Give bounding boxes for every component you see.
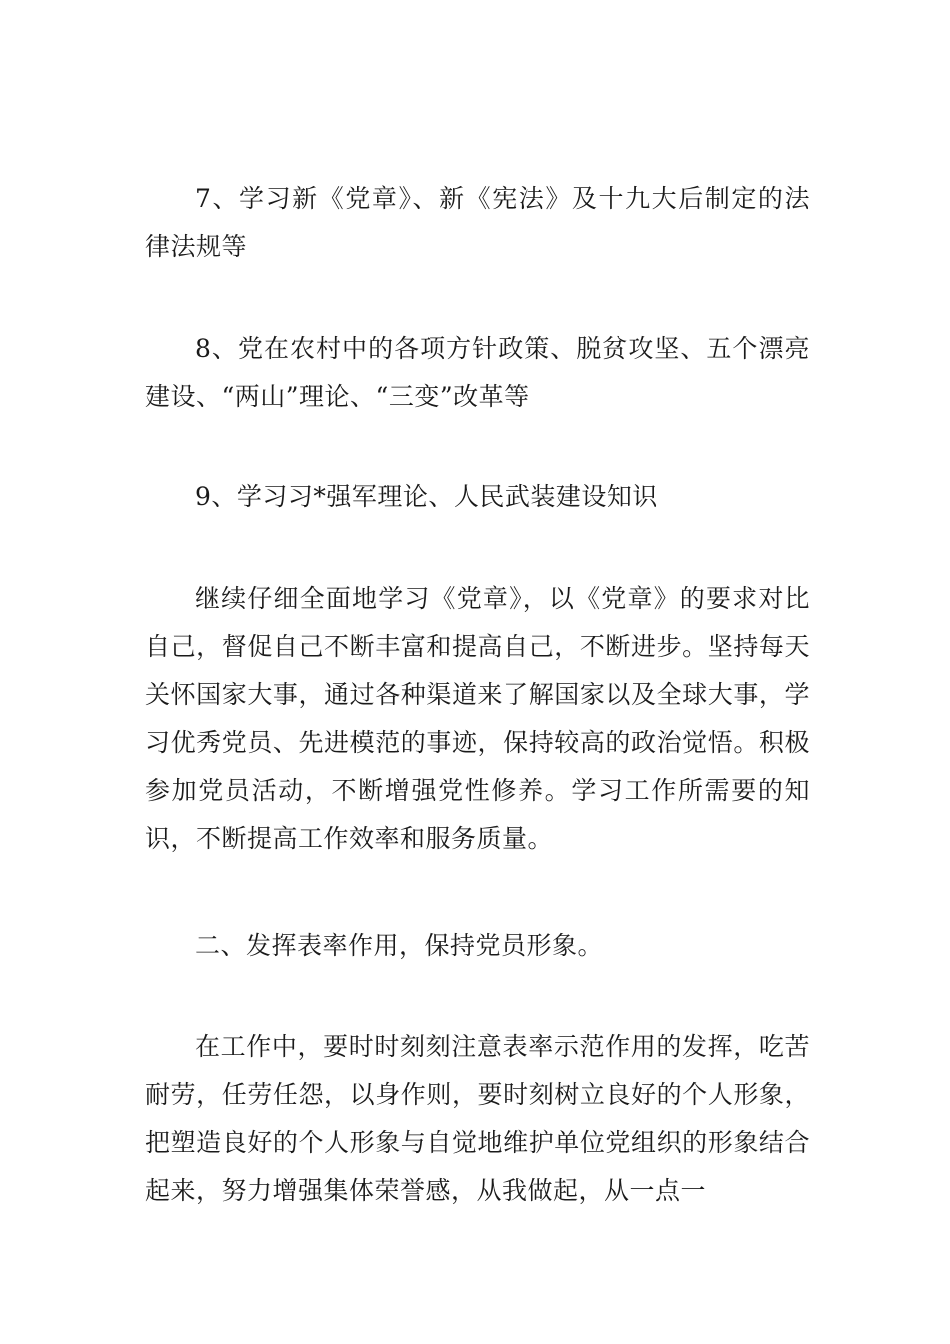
paragraph-item-8: 8、党在农村中的各项方针政策、脱贫攻坚、五个漂亮建设、“两山”理论、“三变”改革等 bbox=[145, 334, 810, 411]
paragraph-study-party-constitution: 继续仔细全面地学习《党章》，以《党章》的要求对比自己，督促自己不断丰富和提高自己，不断进步。坚持每天关怀国家大事，通过各种渠道来了解国家以及全球大事，学习优秀党员、先进模范的事迹，保持较高的政治觉悟。积极参加党员活动，不断增强党性修养。学习工作所需要的知识，不断提高工作效率和服务质量。 bbox=[145, 584, 810, 853]
paragraph-item-7: 7、学习新《党章》、新《宪法》及十九大后制定的法律法规等 bbox=[145, 184, 810, 261]
paragraph-exemplary-role: 在工作中，要时时刻刻注意表率示范作用的发挥，吃苦耐劳，任劳任怨，以身作则，要时刻树立良好的个人形象，把塑造良好的个人形象与自觉地维护单位党组织的形象结合起来，努力增强集体荣誉感，从我做起，从一点一 bbox=[145, 1032, 810, 1205]
paragraph-item-9: 9、学习习*强军理论、人民武装建设知识 bbox=[195, 482, 658, 511]
section-heading-two: 二、发挥表率作用，保持党员形象。 bbox=[195, 931, 604, 960]
